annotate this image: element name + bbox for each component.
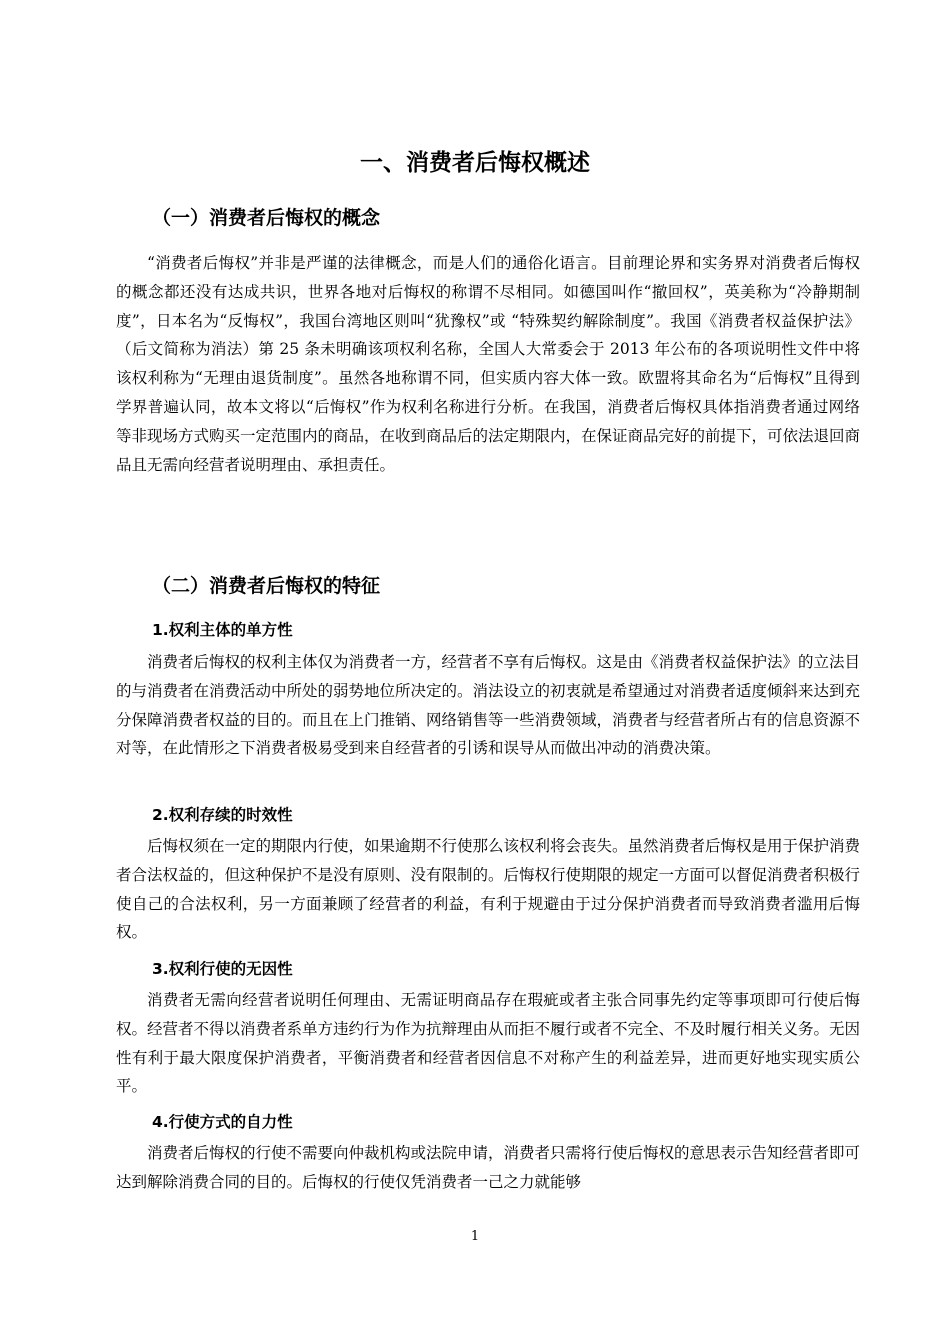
page-number: 1 (470, 1229, 480, 1244)
feature-text-unilateral: 消费者后悔权的权利主体仅为消费者一方，经营者不享有后悔权。这是由《消费者权益保护法》的立法目的与消费者在消费活动中所处的弱势地位所决定的。消法设立的初衷就是希望通过对消费者适度倾斜来达到充分保障消费者权益的目的。而且在上门推销、网络销售等一些消费领域，消费者与经营者所占有的信息资源不对等，在此情形之下消费者极易受到来自经营者的引诱和误导从而做出冲动的消费决策。 (116, 653, 861, 758)
feature-text-causeless: 消费者无需向经营者说明任何理由、无需证明商品存在瑕疵或者主张合同事先约定等事项即可行使后悔权。经营者不得以消费者系单方违约行为作为抗辩理由从而拒不履行或者不完全、不及时履行相关义务。无因性有利于最大限度保护消费者，平衡消费者和经营者因信息不对称产生的利益差异，进而更好地实现实质公平。 (116, 991, 861, 1096)
feature-text-self-help: 消费者后悔权的行使不需要向仲裁机构或法院申请，消费者只需将行使后悔权的意思表示告知经营者即可达到解除消费合同的目的。后悔权的行使仅凭消费者一己之力就能够 (116, 1144, 861, 1191)
chapter-title: 一、消费者后悔权概述 (360, 150, 590, 176)
feature-heading-timeliness: 2.权利存续的时效性 (152, 806, 293, 824)
feature-text-timeliness: 后悔权须在一定的期限内行使，如果逾期不行使那么该权利将会丧失。虽然消费者后悔权是用于保护消费者合法权益的，但这种保护不是没有原则、没有限制的。后悔权行使期限的规定一方面可以督促消费者积极行使自己的合法权利，另一方面兼顾了经营者的利益，有利于规避由于过分保护消费者而导致消费者滥用后悔权。 (116, 837, 861, 942)
section-title-features: （二）消费者后悔权的特征 (152, 575, 381, 597)
section-title-concept: （一）消费者后悔权的概念 (152, 207, 381, 229)
feature-heading-causeless: 3.权利行使的无因性 (152, 960, 293, 978)
feature-heading-self-help: 4.行使方式的自力性 (152, 1113, 293, 1131)
feature-heading-unilateral: 1.权利主体的单方性 (152, 621, 293, 639)
concept-paragraph: “消费者后悔权”并非是严谨的法律概念，而是人们的通俗化语言。目前理论界和实务界对消费者后悔权的概念都还没有达成共识，世界各地对后悔权的称谓不尽相同。如德国叫作“撤回权”，英美称为“冷静期制度”，日本名为“反悔权”，我国台湾地区则叫“犹豫权”或 “特殊契约解除制度”。我国《消费者权益保护法》（后文简称为消法）第 25 条未明确该项权利名称，全国人大常委会于 2013 年公布的各项说明性文件中将该权利称为“无理由退货制度”。虽然各地称谓不同，但实质内容大体一致。欧盟将其命名为“后悔权”且得到学界普遍认同，故本文将以“后悔权”作为权利名称进行分析。在我国，消费者后悔权具体指消费者通过网络等非现场方式购买一定范围内的商品，在收到商品后的法定期限内，在保证商品完好的前提下，可依法退回商品且无需向经营者说明理由、承担责任。 (116, 254, 861, 474)
